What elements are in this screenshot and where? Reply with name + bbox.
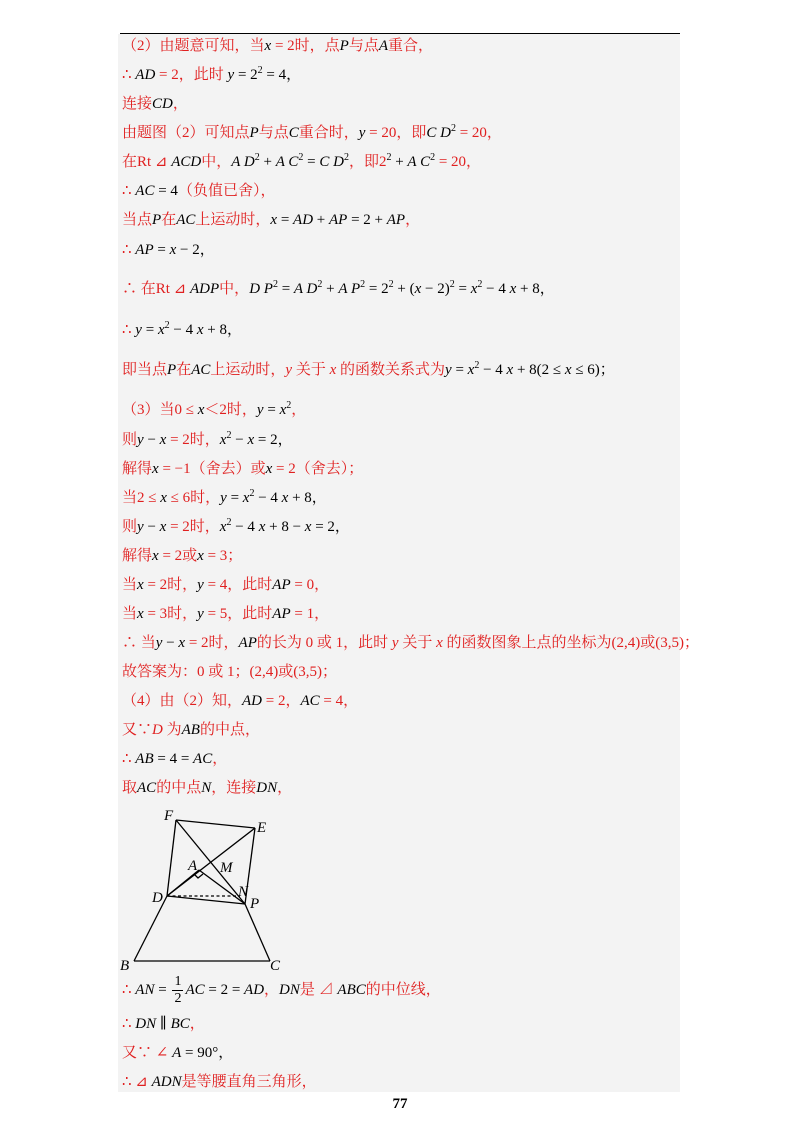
page-number: 77 xyxy=(392,1096,408,1112)
line-11: 即当点P在AC上运动时，y 关于 x 的函数关系式为$y = x^2 - 4$ x + 8(2 ≤ x ≤ 6)； xyxy=(122,360,615,378)
label-b: B xyxy=(120,958,130,974)
line-7: 当点P在AC上运动时，x = AD + AP = 2 + AP， xyxy=(122,212,421,228)
line-2: ∴ AD = 2，此时 $y = 2^2 = 4$， xyxy=(122,65,302,83)
line-27: ∴ DN ∥ BC， xyxy=(122,1016,205,1032)
line-25: 取AC的中点N，连接DN， xyxy=(122,780,293,796)
line-9: ∴ 在Rt ⊿ ADP中，D $P^2 = A$ $D^2 + A$ $P^2 = 2^2 + (x - 2)^2 = x^2 - 4$ x + 8， xyxy=(122,279,555,297)
line-10: ∴ $y = x^2 - 4$ x + 8， xyxy=(122,320,242,338)
line-12: （3）当0 ≤ x＜2时，$y = x^2$， xyxy=(122,400,307,418)
line-15: 当2 ≤ x ≤ 6时，$y = x^2 - 4$ x + 8， xyxy=(122,488,327,506)
line-20: ∴ 当y − x = 2时，AP的长为 0 或 1，此时 y 关于 x 的函数图象上点的坐标为(2,4)或(3,5)； xyxy=(122,635,699,651)
line-14: 解得x = −1（舍去）或x = 2（舍去）； xyxy=(122,461,364,477)
line-13: 则y − x = 2时，$x^2 - x = 2$， xyxy=(122,430,293,448)
line-23: 又∵D 为AB的中点， xyxy=(122,722,260,738)
line-21: 故答案为：0 或 1；(2,4)或(3,5)； xyxy=(122,664,337,680)
segment-fd xyxy=(167,820,176,896)
line-5: 在Rt ⊿ ACD中，A $D^2 + A$ $C^2 = C$ $D^2$，即$2^2 + A$ $C^2 = 20$， xyxy=(122,152,482,170)
line-22: （4）由（2）知，AD = 2，AC = 4， xyxy=(122,693,359,709)
line-8: ∴ AP = x − 2， xyxy=(122,242,215,258)
segment-fe xyxy=(176,820,255,828)
line-18: 当x = 2时，y = 4，此时AP = 0， xyxy=(122,577,330,593)
geometry-figure xyxy=(118,808,318,974)
line-26: ∴ AN = $\frac{1}{2}$ AC = 2 = AD，DN是 ⊿ ABC的中位线， xyxy=(122,974,441,1006)
segment-dp xyxy=(167,896,245,904)
line-6: ∴ AC = 4（负值已舍）， xyxy=(122,183,276,199)
label-n: N xyxy=(238,884,249,900)
label-a: A xyxy=(188,858,198,874)
line-19: 当x = 3时，y = 5，此时AP = 1， xyxy=(122,606,330,622)
solution-content xyxy=(118,34,699,1092)
line-4: 由题图（2）可知点P与点C重合时，y = 20，即C $D^2 = 20$， xyxy=(122,123,502,141)
segment-pc xyxy=(245,904,270,961)
label-f: F xyxy=(164,808,174,824)
line-24: ∴ AB = 4 = AC， xyxy=(122,751,228,767)
line-3: 连接CD， xyxy=(122,96,188,112)
line-1: （2）由题意可知，当x = 2时，点P与点A重合， xyxy=(122,38,434,54)
label-m: M xyxy=(220,860,233,876)
line-29: ∴ ⊿ ADN是等腰直角三角形， xyxy=(122,1074,317,1090)
line-28: 又∵ ∠ A = 90°， xyxy=(122,1045,234,1061)
label-e: E xyxy=(257,820,267,836)
line-16: 则y − x = 2时，$x^2 - 4$ x + 8 − x = 2， xyxy=(122,517,350,535)
label-d: D xyxy=(152,890,163,906)
fraction-one-half: $\frac{1}{2}$ xyxy=(174,974,182,1006)
label-c: C xyxy=(270,958,281,974)
right-angle-mark xyxy=(194,874,203,878)
line-17: 解得x = 2或x = 3； xyxy=(122,548,243,564)
label-p: P xyxy=(250,896,260,912)
